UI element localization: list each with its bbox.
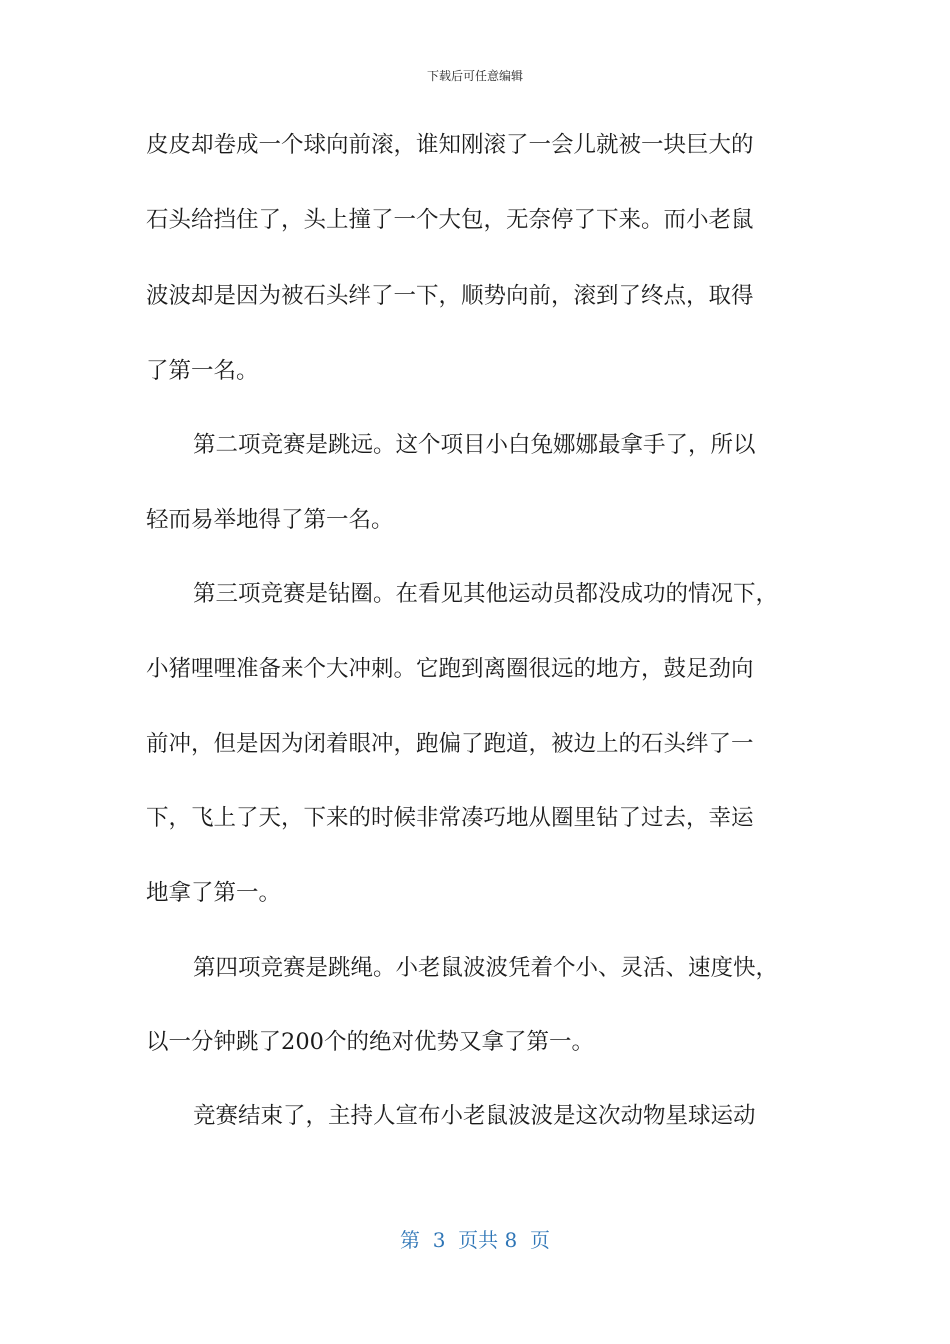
text-line: 皮皮却卷成一个球向前滚，谁知刚滚了一会儿就被一块巨大的 — [146, 132, 754, 158]
paragraph-start-line: 第二项竞赛是跳远。这个项目小白兔娜娜最拿手了，所以 — [193, 432, 756, 458]
header-note: 下载后可任意编辑 — [426, 69, 523, 83]
text-line: 石头给挡住了，头上撞了一个大包，无奈停了下来。而小老鼠 — [146, 207, 754, 233]
text-line: 地拿了第一。 — [146, 880, 282, 906]
text-line: 下，飞上了天，下来的时候非常凑巧地从圈里钻了过去，幸运 — [146, 805, 754, 831]
text-line: 以一分钟跳了200个的绝对优势又拿了第一。 — [146, 1029, 594, 1055]
text-line: 前冲，但是因为闭着眼冲，跑偏了跑道，被边上的石头绊了一 — [146, 731, 754, 757]
text-line: 轻而易举地得了第一名。 — [146, 507, 394, 533]
text-line: 波波却是因为被石头绊了一下，顺势向前，滚到了终点，取得 — [146, 283, 754, 309]
text-line: 了第一名。 — [146, 358, 259, 384]
page-number-footer: 第 3 页共 8 页 — [400, 1228, 550, 1252]
paragraph-start-line: 竞赛结束了，主持人宣布小老鼠波波是这次动物星球运动 — [193, 1103, 756, 1129]
paragraph-start-line: 第四项竞赛是跳绳。小老鼠波波凭着个小、灵活、速度快， — [193, 955, 779, 981]
paragraph-start-line: 第三项竞赛是钻圈。在看见其他运动员都没成功的情况下， — [193, 581, 779, 607]
text-line: 小猪哩哩准备来个大冲刺。它跑到离圈很远的地方，鼓足劲向 — [146, 656, 754, 682]
